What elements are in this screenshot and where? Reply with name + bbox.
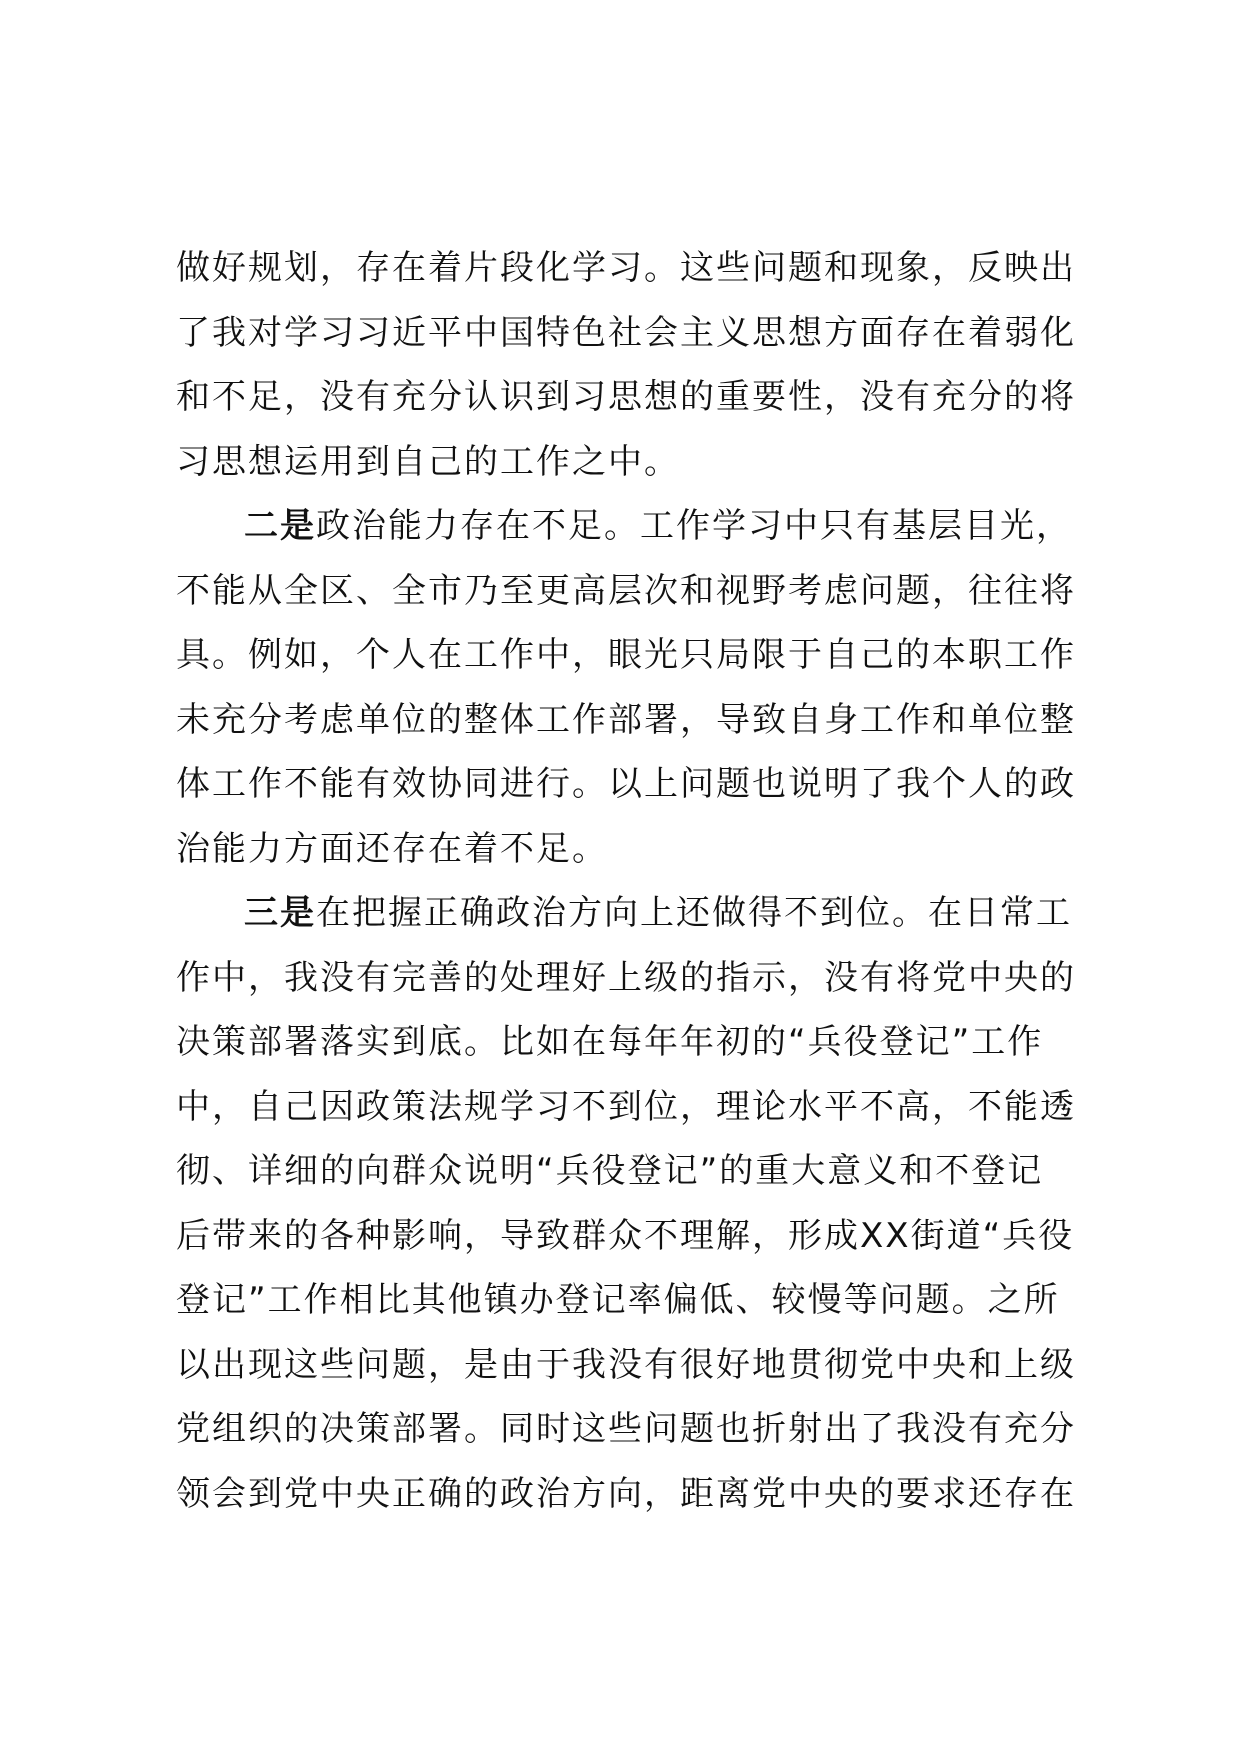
line-text: 以出现这些问题，是由于我没有很好地贯彻党中央和上级 xyxy=(176,1344,1076,1385)
line-text: 未充分考虑单位的整体工作部署，导致自身工作和单位整 xyxy=(176,699,1076,740)
paragraph-start-line xyxy=(176,881,1106,946)
line-text: 习思想运用到自己的工作之中。 xyxy=(176,441,680,482)
paragraph-lead: 二是 xyxy=(244,506,316,546)
line-text: 了我对学习习近平中国特色社会主义思想方面存在着弱化 xyxy=(176,312,1076,353)
text-line xyxy=(176,1397,1106,1462)
text-line xyxy=(176,1204,1106,1269)
line-text: 政治能力存在不足。工作学习中只有基层目光， xyxy=(316,506,1072,546)
text-line xyxy=(176,623,1106,688)
line-text: 做好规划，存在着片段化学习。这些问题和现象，反映出 xyxy=(176,248,1076,288)
line-text: 在把握正确政治方向上还做得不到位。在日常工 xyxy=(316,893,1072,933)
line-text: 彻、详细的向群众说明“兵役登记”的重大意义和不登记 xyxy=(176,1151,1044,1191)
text-line xyxy=(176,1462,1106,1527)
line-text: 具。例如，个人在工作中，眼光只局限于自己的本职工作 xyxy=(176,635,1076,675)
text-line xyxy=(176,752,1106,817)
text-line xyxy=(176,365,1106,430)
text-line xyxy=(176,1139,1106,1204)
paragraph-lead: 三是 xyxy=(244,893,316,933)
document-body xyxy=(176,236,1106,1526)
text-line xyxy=(176,430,1106,495)
text-line xyxy=(176,1075,1106,1140)
line-text: 治能力方面还存在着不足。 xyxy=(176,828,608,869)
line-text: 不能从全区、全市乃至更高层次和视野考虑问题，往往将 xyxy=(176,570,1076,611)
line-text: 党组织的决策部署。同时这些问题也折射出了我没有充分 xyxy=(176,1409,1076,1449)
line-text: 作中，我没有完善的处理好上级的指示，没有将党中央的 xyxy=(176,957,1076,998)
line-text: 决策部署落实到底。比如在每年年初的“兵役登记”工作 xyxy=(176,1022,1044,1062)
paragraph-start-line xyxy=(176,494,1106,559)
text-line xyxy=(176,688,1106,753)
line-text: 登记”工作相比其他镇办登记率偏低、较慢等问题。之所 xyxy=(176,1280,1060,1320)
text-line xyxy=(176,1010,1106,1075)
text-line xyxy=(176,1333,1106,1398)
line-text: 中，自己因政策法规学习不到位，理论水平不高，不能透 xyxy=(176,1086,1076,1127)
line-text: 和不足，没有充分认识到习思想的重要性，没有充分的将 xyxy=(176,377,1076,417)
text-line xyxy=(176,559,1106,624)
text-line xyxy=(176,301,1106,366)
text-line xyxy=(176,946,1106,1011)
text-line xyxy=(176,236,1106,301)
line-text: 体工作不能有效协同进行。以上问题也说明了我个人的政 xyxy=(176,764,1076,804)
line-text: 后带来的各种影响，导致群众不理解，形成XX街道“兵役 xyxy=(176,1215,1075,1256)
line-text: 领会到党中央正确的政治方向，距离党中央的要求还存在 xyxy=(176,1473,1076,1514)
text-line xyxy=(176,1268,1106,1333)
text-line xyxy=(176,817,1106,882)
